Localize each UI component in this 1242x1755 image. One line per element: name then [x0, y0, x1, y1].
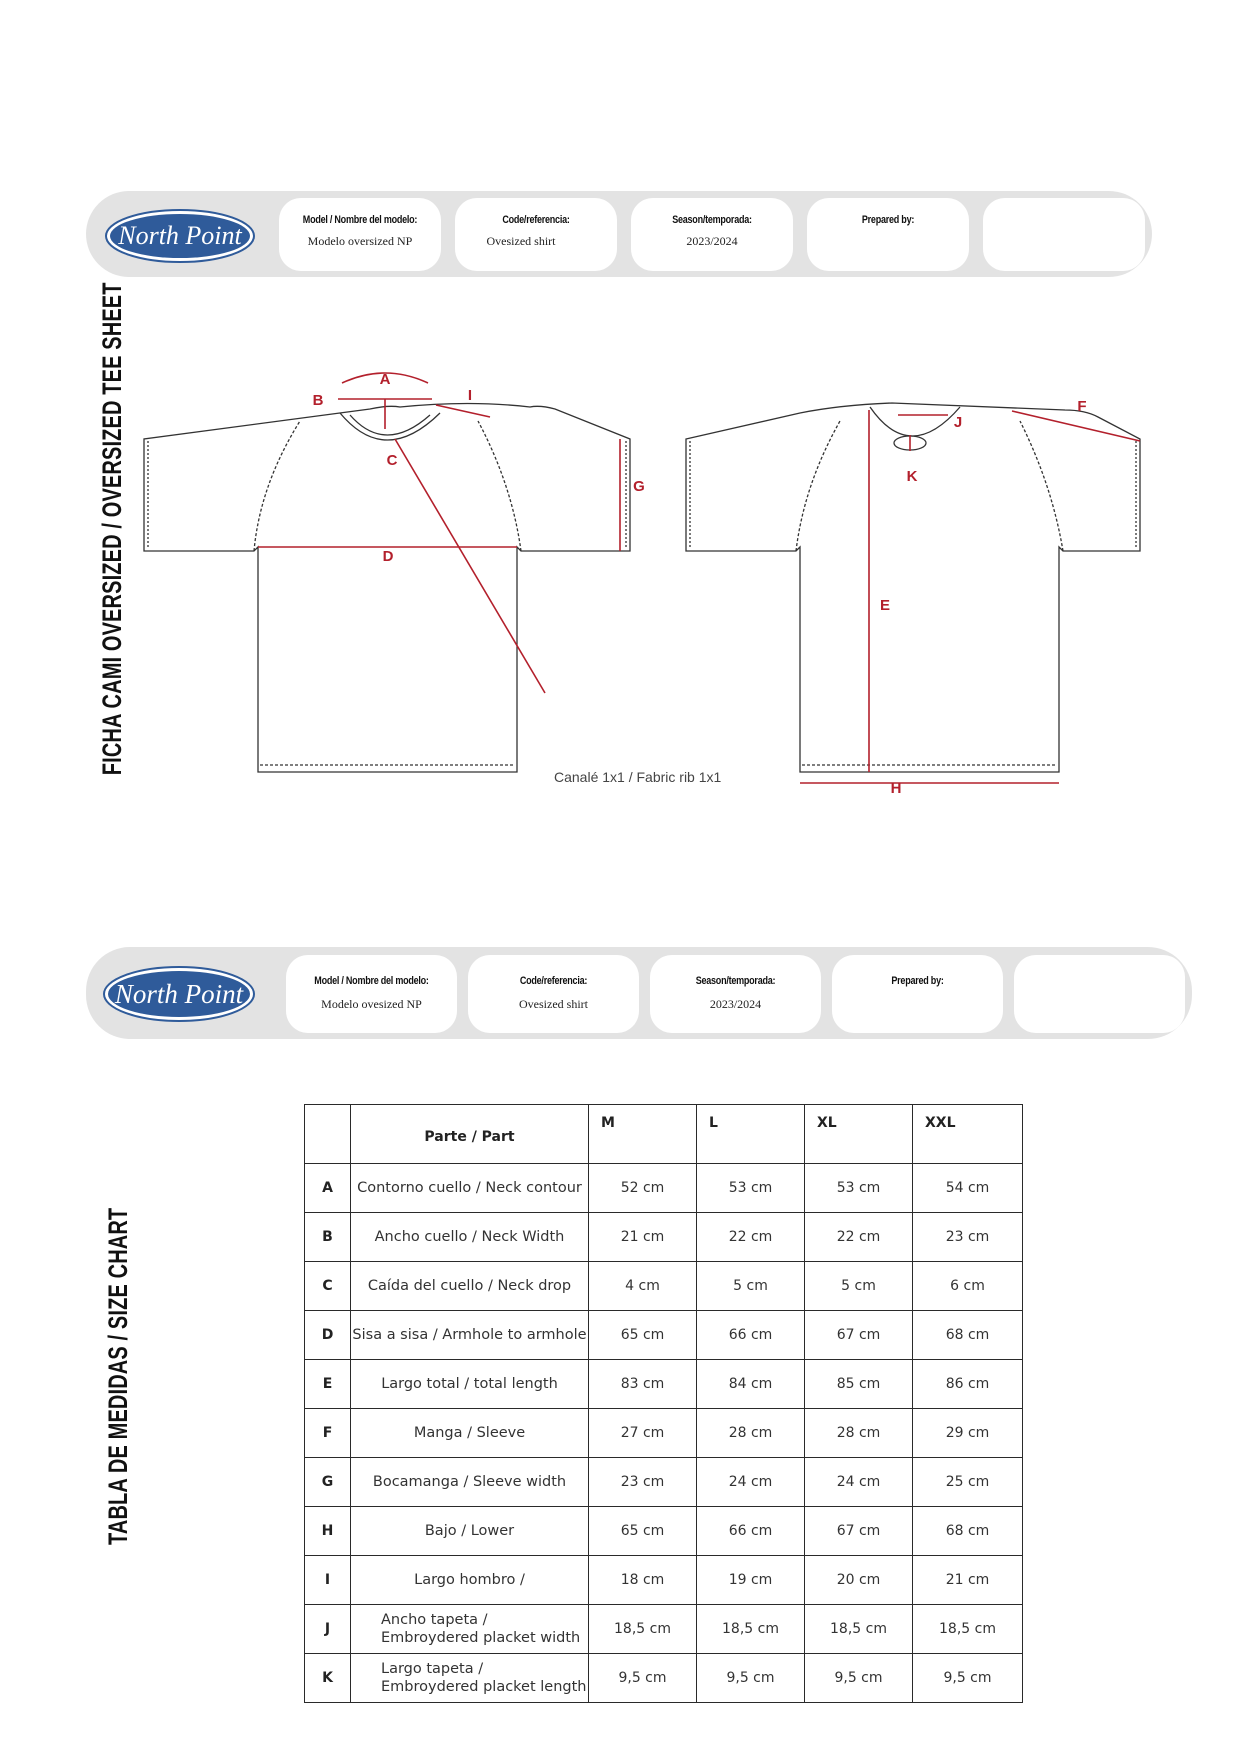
cell-l: 18,5 cm	[697, 1605, 805, 1654]
measure-f-line	[1012, 411, 1140, 441]
cell-m: 23 cm	[589, 1458, 697, 1507]
label-e: E	[879, 597, 891, 614]
code-cell	[455, 198, 617, 271]
cell-xxl: 18,5 cm	[913, 1605, 1023, 1654]
cell-xxl: 54 cm	[913, 1164, 1023, 1213]
cell-m: 9,5 cm	[589, 1654, 697, 1703]
north-point-logo-bottom	[102, 965, 257, 1023]
header-blank	[305, 1105, 351, 1164]
label-k: K	[906, 468, 918, 485]
row-key: C	[305, 1262, 351, 1311]
table-row	[305, 1262, 1023, 1311]
cell-xl: 85 cm	[805, 1360, 913, 1409]
cell-l: 84 cm	[697, 1360, 805, 1409]
label-c: C	[386, 452, 398, 469]
cell-xxl: 9,5 cm	[913, 1654, 1023, 1703]
blank-cell-bottom	[1014, 955, 1185, 1033]
label-h: H	[890, 780, 902, 795]
tech-sheet-title: FICHA CAMI OVERSIZED / OVERSIZED TEE SHEET	[97, 282, 127, 776]
label-j: J	[953, 414, 963, 431]
model-cell-bottom	[286, 955, 457, 1033]
cell-xxl: 68 cm	[913, 1507, 1023, 1556]
row-key: F	[305, 1409, 351, 1458]
cell-m: 52 cm	[589, 1164, 697, 1213]
garment-diagram	[140, 355, 1160, 795]
cell-xxl: 68 cm	[913, 1311, 1023, 1360]
row-part: Bocamanga / Sleeve width	[351, 1458, 589, 1507]
cell-xl: 20 cm	[805, 1556, 913, 1605]
cell-xxl: 86 cm	[913, 1360, 1023, 1409]
season-label: Season/temporada:	[672, 214, 752, 226]
table-row	[305, 1654, 1023, 1703]
header-size-xxl: XXL	[913, 1105, 1023, 1164]
row-key: E	[305, 1360, 351, 1409]
cell-xxl: 23 cm	[913, 1213, 1023, 1262]
table-row	[305, 1556, 1023, 1605]
svg-text:North Point: North Point	[114, 979, 244, 1009]
row-key: A	[305, 1164, 351, 1213]
cell-xxl: 21 cm	[913, 1556, 1023, 1605]
measure-i-line	[436, 405, 490, 417]
row-part-line2: Embroydered placket length	[381, 1679, 587, 1695]
prepared-label: Prepared by:	[861, 214, 915, 226]
table-row	[305, 1605, 1023, 1654]
table-row	[305, 1409, 1023, 1458]
row-key: B	[305, 1213, 351, 1262]
table-row	[305, 1213, 1023, 1262]
model-value: Modelo oversized NP	[307, 234, 413, 248]
row-part-line2: Embroydered placket width	[381, 1630, 581, 1646]
prepared-cell	[807, 198, 969, 271]
row-part: Manga / Sleeve	[351, 1409, 589, 1458]
code-label-bottom: Code/referencia:	[519, 975, 588, 987]
rib-pointer-line	[395, 439, 545, 693]
season-cell	[631, 198, 793, 271]
row-part	[351, 1654, 589, 1703]
label-f: F	[1077, 398, 1087, 415]
cell-l: 28 cm	[697, 1409, 805, 1458]
cell-l: 9,5 cm	[697, 1654, 805, 1703]
row-part: Caída del cuello / Neck drop	[351, 1262, 589, 1311]
cell-m: 65 cm	[589, 1311, 697, 1360]
row-key: K	[305, 1654, 351, 1703]
cell-xl: 67 cm	[805, 1507, 913, 1556]
cell-xl: 28 cm	[805, 1409, 913, 1458]
row-part: Contorno cuello / Neck contour	[351, 1164, 589, 1213]
row-key: G	[305, 1458, 351, 1507]
table-row	[305, 1458, 1023, 1507]
cell-m: 21 cm	[589, 1213, 697, 1262]
cell-xxl: 29 cm	[913, 1409, 1023, 1458]
row-key: D	[305, 1311, 351, 1360]
header-part: Parte / Part	[351, 1105, 589, 1164]
table-header-row	[305, 1105, 1023, 1164]
code-cell-bottom	[468, 955, 639, 1033]
cell-xl: 5 cm	[805, 1262, 913, 1311]
table-row	[305, 1311, 1023, 1360]
code-value-bottom: Ovesized shirt	[519, 997, 588, 1011]
model-label: Model / Nombre del modelo:	[302, 214, 418, 226]
code-label: Code/referencia:	[502, 214, 570, 226]
header-size-m: M	[589, 1105, 697, 1164]
row-part: Sisa a sisa / Armhole to armhole	[351, 1311, 589, 1360]
model-value-bottom: Modelo ovesized NP	[321, 997, 422, 1011]
cell-xl: 22 cm	[805, 1213, 913, 1262]
cell-xl: 9,5 cm	[805, 1654, 913, 1703]
table-row	[305, 1360, 1023, 1409]
cell-xl: 18,5 cm	[805, 1605, 913, 1654]
label-g: G	[633, 478, 645, 495]
cell-xxl: 25 cm	[913, 1458, 1023, 1507]
cell-m: 27 cm	[589, 1409, 697, 1458]
cell-xl: 53 cm	[805, 1164, 913, 1213]
cell-l: 24 cm	[697, 1458, 805, 1507]
cell-m: 18,5 cm	[589, 1605, 697, 1654]
table-row	[305, 1507, 1023, 1556]
cell-xxl: 6 cm	[913, 1262, 1023, 1311]
header-size-l: L	[697, 1105, 805, 1164]
row-part: Largo total / total length	[351, 1360, 589, 1409]
blank-cell	[983, 198, 1145, 271]
back-tee-drawing	[686, 403, 1140, 772]
row-key: I	[305, 1556, 351, 1605]
model-label-bottom: Model / Nombre del modelo:	[314, 975, 429, 987]
season-value: 2023/2024	[686, 234, 738, 248]
size-chart-title: TABLA DE MEDIDAS / SIZE CHART	[103, 1207, 133, 1545]
model-cell	[279, 198, 441, 271]
label-i: I	[467, 387, 473, 404]
cell-m: 18 cm	[589, 1556, 697, 1605]
header-size-xl: XL	[805, 1105, 913, 1164]
season-cell-bottom	[650, 955, 821, 1033]
label-b: B	[312, 392, 324, 409]
svg-text:North Point: North Point	[118, 221, 242, 250]
cell-l: 66 cm	[697, 1507, 805, 1556]
season-value-bottom: 2023/2024	[709, 997, 762, 1011]
row-part-line1: Largo tapeta /	[381, 1661, 484, 1677]
row-part	[351, 1605, 589, 1654]
row-part: Ancho cuello / Neck Width	[351, 1213, 589, 1262]
row-part: Largo hombro /	[351, 1556, 589, 1605]
cell-xl: 67 cm	[805, 1311, 913, 1360]
size-chart-table	[304, 1104, 1023, 1703]
row-key: H	[305, 1507, 351, 1556]
rib-note: Canalé 1x1 / Fabric rib 1x1	[554, 769, 722, 785]
label-d: D	[382, 548, 394, 565]
row-part: Bajo / Lower	[351, 1507, 589, 1556]
cell-m: 83 cm	[589, 1360, 697, 1409]
measure-labels	[313, 371, 1087, 795]
cell-l: 66 cm	[697, 1311, 805, 1360]
code-value: Ovesized shirt	[486, 234, 556, 248]
prepared-label-bottom: Prepared by:	[891, 975, 944, 987]
cell-m: 65 cm	[589, 1507, 697, 1556]
cell-l: 5 cm	[697, 1262, 805, 1311]
row-part-line1: Ancho tapeta /	[381, 1612, 488, 1628]
cell-l: 22 cm	[697, 1213, 805, 1262]
prepared-cell-bottom	[832, 955, 1003, 1033]
row-key: J	[305, 1605, 351, 1654]
season-label-bottom: Season/temporada:	[695, 975, 776, 987]
label-a: A	[379, 371, 391, 388]
north-point-logo	[104, 208, 256, 264]
cell-m: 4 cm	[589, 1262, 697, 1311]
cell-xl: 24 cm	[805, 1458, 913, 1507]
cell-l: 53 cm	[697, 1164, 805, 1213]
table-row	[305, 1164, 1023, 1213]
cell-l: 19 cm	[697, 1556, 805, 1605]
